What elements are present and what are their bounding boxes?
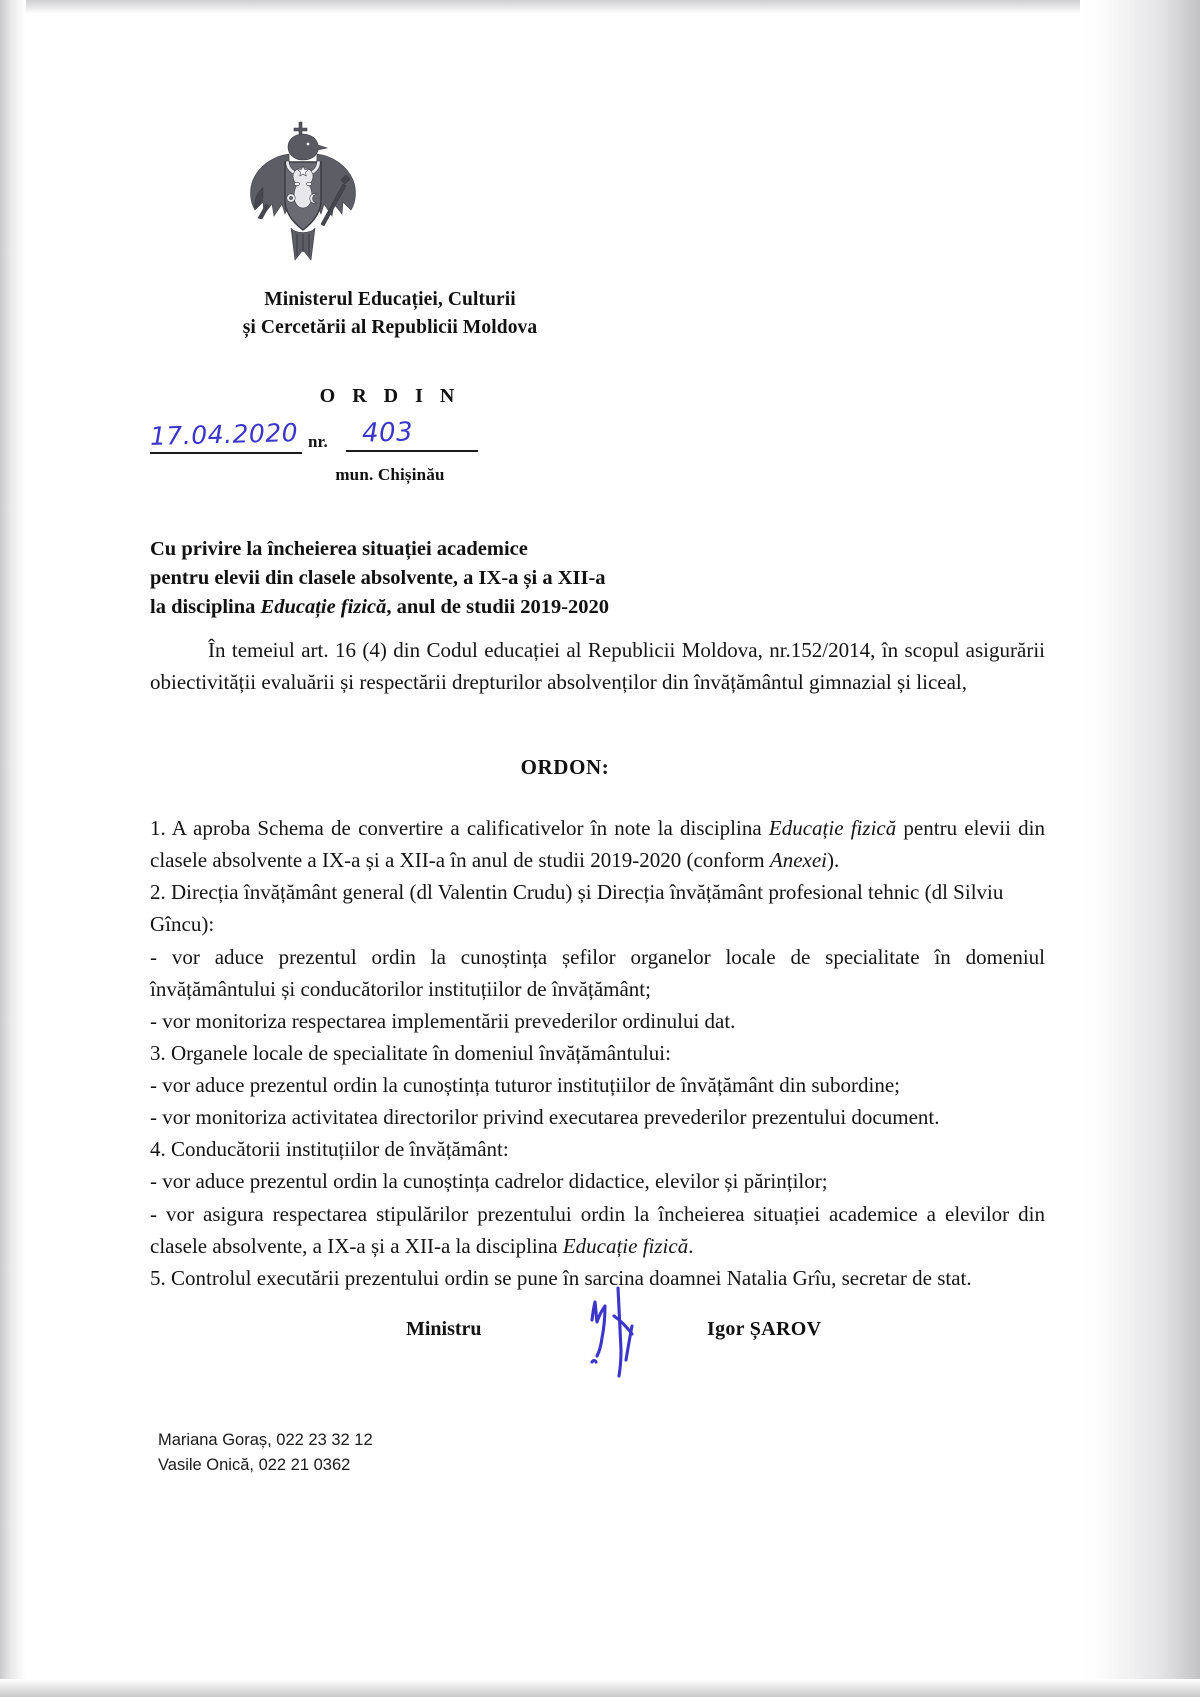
clause-1-text-3: ). <box>827 848 840 873</box>
moldova-coat-of-arms-icon <box>233 118 373 278</box>
clause-4-discipline: Educație fizică <box>562 1233 689 1258</box>
ministry-line-1: Ministerul Educației, Culturii <box>264 289 516 310</box>
clauses-block <box>150 812 1045 1294</box>
city-line: mun. Chișinău <box>335 465 445 484</box>
scan-shadow-left <box>0 0 26 1697</box>
ministry-header <box>150 286 630 341</box>
footer-contact-2: Vasile Onică, 022 21 0362 <box>158 1455 351 1474</box>
footer-contact-1: Mariana Goraș, 022 23 32 12 <box>158 1431 373 1449</box>
clause-item-2-bullet-1: - vor aduce prezentul ordin la cunoștința șefilor organelor locale de specialitate în domeniul învățământului și conducătorilor instituțiilor de învățământ; <box>150 944 1045 1001</box>
footer-contacts <box>158 1428 373 1478</box>
subject-line-1: Cu privire la încheierea situației academice <box>150 538 528 560</box>
clause-1-annex: Anexei <box>769 848 828 873</box>
clause-item-4-bullet-2 <box>150 1198 1045 1262</box>
nr-label: nr. <box>308 432 328 451</box>
clause-item-3-bullet-2: - vor monitoriza activitatea directorilor privind executarea prevederilor prezentului document. <box>150 1105 940 1130</box>
handwritten-order-number: 403 <box>361 417 414 449</box>
number-rule <box>346 450 478 452</box>
clause-item-4: 4. Conducătorii instituțiilor de învățământ: <box>150 1137 509 1162</box>
signature-block <box>150 1296 910 1366</box>
clause-item-1 <box>150 812 1045 876</box>
clause-item-3: 3. Organele locale de specialitate în domeniul învățământului: <box>150 1040 671 1065</box>
handwritten-date: 17.04.2020 <box>149 418 299 451</box>
clause-item-4-bullet-1: - vor aduce prezentul ordin la cunoștința cadrelor didactice, elevilor și părinților; <box>150 1169 828 1194</box>
date-rule <box>150 452 302 454</box>
ordon-label: ORDON: <box>520 755 610 779</box>
handwritten-signature <box>574 1276 694 1386</box>
subject-line-3-suffix: , anul de studii 2019-2020 <box>386 596 610 619</box>
clause-1-discipline: Educație fizică <box>768 816 897 840</box>
subject-line-2: pentru elevii din clasele absolvente, a IX-a și a XII-a <box>150 567 606 590</box>
signature-title: Ministru <box>406 1318 482 1340</box>
order-date-number-line <box>150 418 640 458</box>
subject-line-3 <box>150 593 950 622</box>
subject-block <box>150 535 950 622</box>
clause-item-5: 5. Controlul executării prezentului ordin se pune în sarcina doamnei Natalia Grîu, secretar de stat. <box>150 1265 972 1290</box>
clause-item-2-bullet-2: - vor monitoriza respectarea implementării prevederilor ordinului dat. <box>150 1008 736 1033</box>
scan-shadow-right <box>1080 0 1200 1697</box>
clause-item-2: 2. Direcția învățământ general (dl Valentin Crudu) și Direcția învățământ profesional tehnic (dl Silviu Gîncu): <box>150 880 1004 937</box>
clause-4-text-1: - vor asigura respectarea stipulărilor prezentului ordin la încheierea situației academice a elevilor din clasele absolvente, a IX-a și a XII-a la disciplina <box>150 1201 1045 1258</box>
subject-discipline: Educație fizică <box>260 596 387 619</box>
scan-shadow-top <box>0 0 1200 14</box>
ministry-line-2: și Cercetării al Republicii Moldova <box>242 316 538 338</box>
order-heading: O R D I N <box>319 385 461 407</box>
clause-1-text-2: pentru elevii din clasele absolvente a IX-a și a XII-a în anul de studii 2019-2020 (conform <box>150 816 1045 873</box>
intro-paragraph: În temeiul art. 16 (4) din Codul educației al Republicii Moldova, nr.152/2014, în scopul asigurării obiectivității evaluării și respectării drepturilor absolvenților din învățământul gimnazial și liceal, <box>150 638 1045 694</box>
clause-item-3-bullet-1: - vor aduce prezentul ordin la cunoștința tuturor instituțiilor de învățământ din subordine; <box>150 1073 900 1097</box>
scan-shadow-bottom <box>0 1679 1200 1697</box>
clause-1-text-1: 1. A aproba Schema de convertire a calificativelor în note la disciplina <box>150 816 769 840</box>
subject-line-3-prefix: la disciplina <box>150 596 261 619</box>
signatory-name: Igor ȘAROV <box>707 1318 822 1340</box>
clause-4-text-2: . <box>688 1233 694 1258</box>
